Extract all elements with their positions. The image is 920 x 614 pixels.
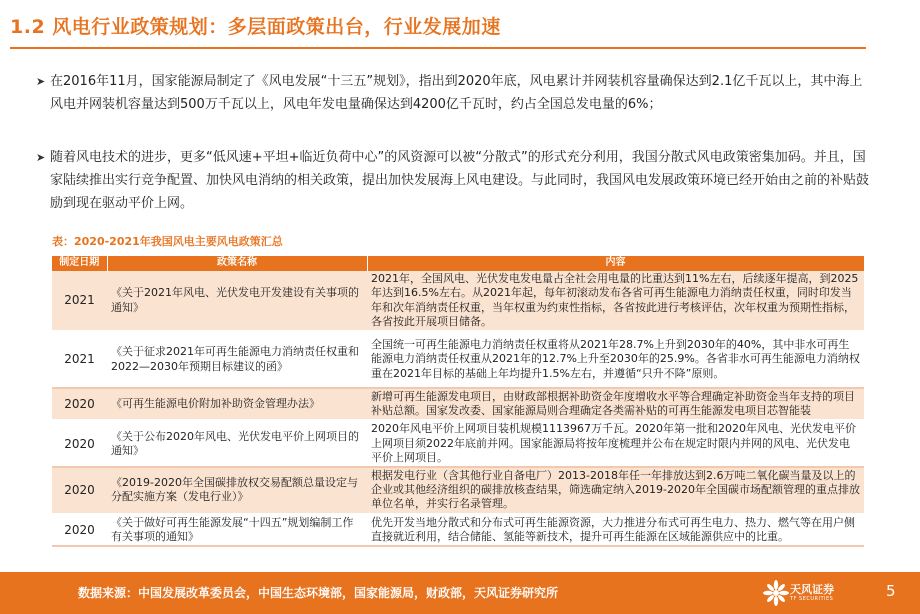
table-row [52, 271, 864, 331]
row-policy-name: 《2019-2020年全国碳排放权交易配额总量设定与分配实施方案（发电行业）》 [107, 467, 367, 514]
data-source-note: 数据来源：中国发展改革委员会，中国生态环境部，国家能源局，财政部，天风证券研究所 [78, 586, 559, 600]
row-policy-name: 《关于2021年风电、光伏发电开发建设有关事项的通知》 [107, 271, 367, 331]
row-date: 2021 [52, 271, 107, 331]
policy-table [52, 256, 865, 547]
table-row [52, 420, 864, 467]
row-content: 2021年，全国风电、光伏发电发电量占全社会用电量的比重达到11%左右，后续逐年提高，到2025年达到16.5%左右。从2021年起，每年初滚动发布各省可再生能源电力消纳责任权重，同时印发当年和次年消纳责任权重，当年权重为约束性指标，各省按此进行考核评估，次年权重为预期性指标，各省按此开展项目储备。 [367, 271, 864, 331]
row-content: 优先开发当地分散式和分布式可再生能源资源，大力推进分布式可再生电力、热力、燃气等在用户侧直接就近利用，结合储能、氢能等新技术，提升可再生能源在区域能源供应中的比重。 [367, 514, 864, 546]
bullet-paragraph-2 [36, 146, 870, 215]
row-date: 2020 [52, 420, 107, 467]
row-date: 2020 [52, 388, 107, 420]
row-date: 2020 [52, 467, 107, 514]
table-row [52, 388, 864, 420]
bullet-arrow-icon: ➤ [36, 151, 46, 164]
bullet-paragraph-1 [36, 70, 870, 116]
table-header-row [52, 256, 864, 271]
page-number: 5 [886, 582, 896, 600]
logo-name: 天风证券 [790, 583, 834, 596]
row-date: 2021 [52, 331, 107, 388]
row-content: 2020年风电平价上网项目装机规模1113967万千瓦。2020年第一批和2020年风电、光伏发电平价上网项目须2022年底前并网。国家能源局将按年度梳理并公布在规定时限内并网的风电、光伏发电平价上网项目。 [367, 420, 864, 467]
header-content: 内容 [367, 256, 864, 271]
bullet-arrow-icon: ➤ [36, 75, 46, 88]
row-content: 全国统一可再生能源电力消纳责任权重将从2021年28.7%上升到2030年的40%，其中非水可再生能源电力消纳责任权重从2021年的12.7%上升至2030年的25.9%。各省非水可再生能源电力消纳权重在2021年目标的基础上年均提升1.5%左右，并遵循“只升不降”原则。 [367, 331, 864, 388]
title-divider [10, 47, 866, 49]
bullet-text: 在2016年11月，国家能源局制定了《风电发展“十三五”规划》，指出到2020年底，风电累计并网装机容量确保达到2.1亿千瓦以上，其中海上风电并网装机容量达到500万千瓦以上，风电年发电量确保达到4200亿千瓦时，约占全国总发电量的6%； [50, 74, 863, 112]
table-caption: 表：2020-2021年我国风电主要风电政策汇总 [52, 235, 283, 248]
row-policy-name: 《关于做好可再生能源发展“十四五”规划编制工作有关事项的通知》 [107, 514, 367, 546]
header-date: 制定日期 [52, 256, 107, 271]
row-date: 2020 [52, 514, 107, 546]
row-policy-name: 《可再生能源电价附加补助资金管理办法》 [107, 388, 367, 420]
logo-subtitle: TF SECURITIES [790, 596, 834, 602]
row-policy-name: 《关于征求2021年可再生能源电力消纳责任权重和2022—2030年预期目标建议的函》 [107, 331, 367, 388]
row-content: 根据发电行业（含其他行业自备电厂）2013-2018年任一年排放达到2.6万吨二氧化碳当量及以上的企业或其他经济组织的碳排放核查结果，筛选确定纳入2019-2020年全国碳市场配额管理的重点排放单位名单，并实行名录管理。 [367, 467, 864, 514]
row-policy-name: 《关于公布2020年风电、光伏发电平价上网项目的通知》 [107, 420, 367, 467]
table-row [52, 331, 864, 388]
table-row [52, 514, 864, 546]
header-policy-name: 政策名称 [107, 256, 367, 271]
table-row [52, 467, 864, 514]
row-content: 新增可再生能源发电项目，由财政部根据补助资金年度增收水平等合理确定补助资金当年支持的项目补贴总额。国家发改委、国家能源局则合理确定各类需补贴的可再生能源发电项目芯智能装 [367, 388, 864, 420]
page-title: 1.2 风电行业政策规划：多层面政策出台，行业发展加速 [10, 16, 501, 38]
bullet-text: 随着风电技术的进步，更多“低风速+平坦+临近负荷中心”的风资源可以被“分散式”的形式充分利用，我国分散式风电政策密集加码。并且，国家陆续推出实行竞争配置、加快风电消纳的相关政策，提出加快发展海上风电建设。与此同时，我国风电发展政策环境已经开始由之前的补贴鼓励到现在驱动平价上网。 [50, 150, 870, 211]
